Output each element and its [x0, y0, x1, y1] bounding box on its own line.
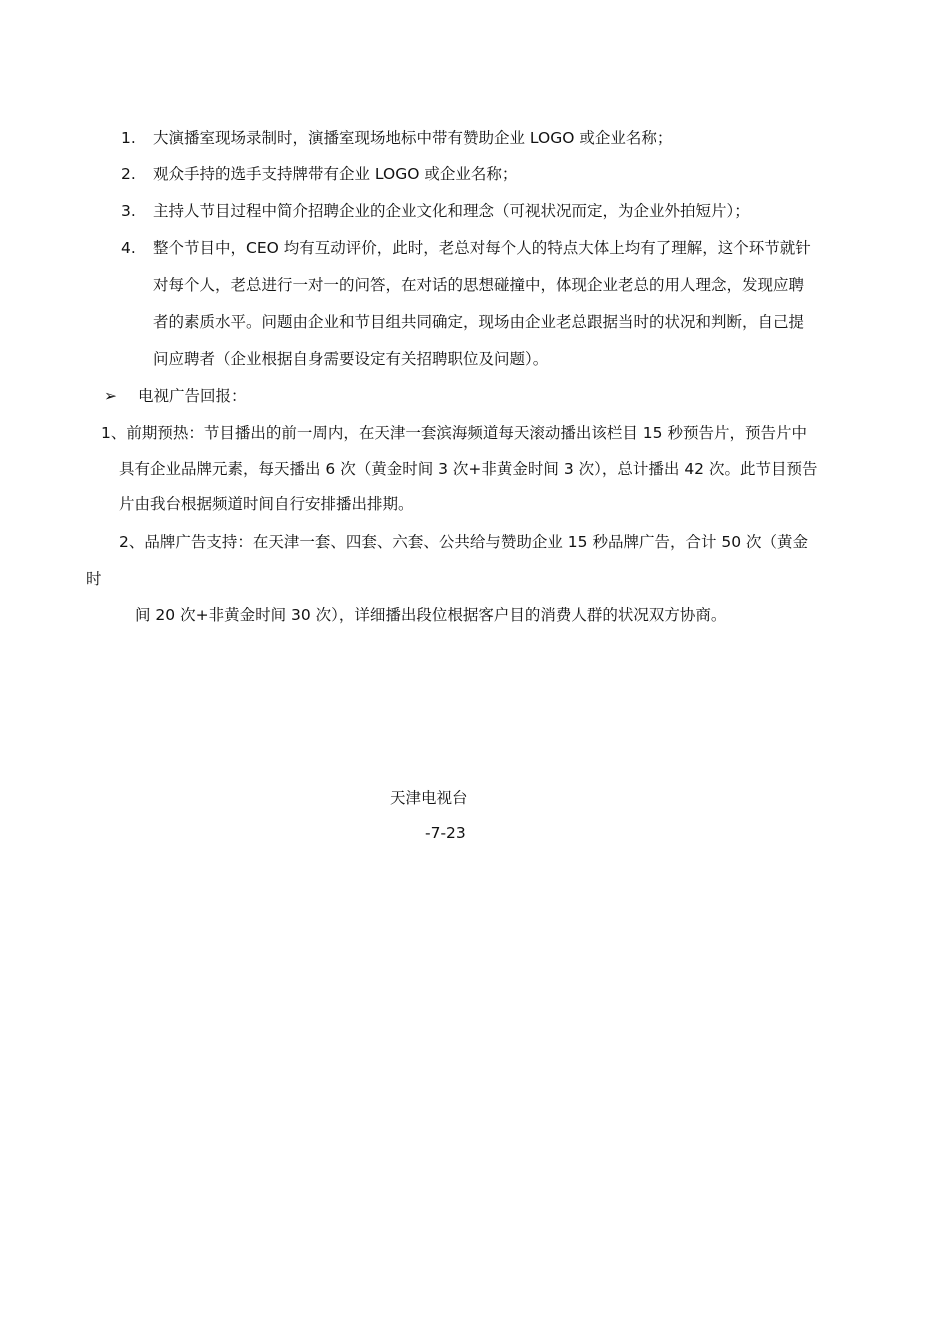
list-item-text: 问应聘者（企业根据自身需要设定有关招聘职位及问题）。 — [153, 350, 549, 368]
list-item-text: 整个节目中，CEO 均有互动评价，此时，老总对每个人的特点大体上均有了理解，这个环节就针 — [153, 239, 811, 257]
section-heading-text: 电视广告回报： — [138, 387, 247, 405]
paragraph-line: 1、前期预热：节目播出的前一周内，在天津一套滨海频道每天滚动播出该栏目 15 秒预告片，预告片中 — [101, 424, 807, 442]
list-number: 2. — [121, 165, 136, 183]
list-item-text: 者的素质水平。问题由企业和节目组共同确定，现场由企业老总跟据当时的状况和判断，自己提 — [153, 313, 805, 331]
list-number: 1. — [121, 129, 136, 147]
list-item-text: 大演播室现场录制时，演播室现场地标中带有赞助企业 LOGO 或企业名称； — [153, 129, 673, 147]
list-item-text: 对每个人，老总进行一对一的问答，在对话的思想碰撞中，体现企业老总的用人理念，发现应聘 — [153, 276, 805, 294]
paragraph-line: 间 20 次+非黄金时间 30 次），详细播出段位根据客户目的消费人群的状况双方协商。 — [135, 606, 727, 624]
paragraph-line: 2、品牌广告支持：在天津一套、四套、六套、公共给与赞助企业 15 秒品牌广告，合计 50 次（黄金 — [119, 533, 809, 551]
list-number: 4. — [121, 239, 136, 257]
paragraph-line: 片由我台根据频道时间自行安排播出排期。 — [119, 495, 414, 513]
arrow-bullet-icon: ➢ — [104, 387, 117, 405]
organization-name: 天津电视台 — [390, 789, 468, 807]
paragraph-line: 具有企业品牌元素，每天播出 6 次（黄金时间 3 次+非黄金时间 3 次），总计播出 42 次。此节目预告 — [119, 460, 818, 478]
list-number: 3. — [121, 202, 136, 220]
paragraph-line: 时 — [86, 570, 102, 588]
list-item-text: 主持人节目过程中简介招聘企业的企业文化和理念（可视状况而定，为企业外拍短片）； — [153, 202, 750, 220]
document-date: -7-23 — [425, 824, 466, 842]
list-item-text: 观众手持的选手支持牌带有企业 LOGO 或企业名称； — [153, 165, 518, 183]
